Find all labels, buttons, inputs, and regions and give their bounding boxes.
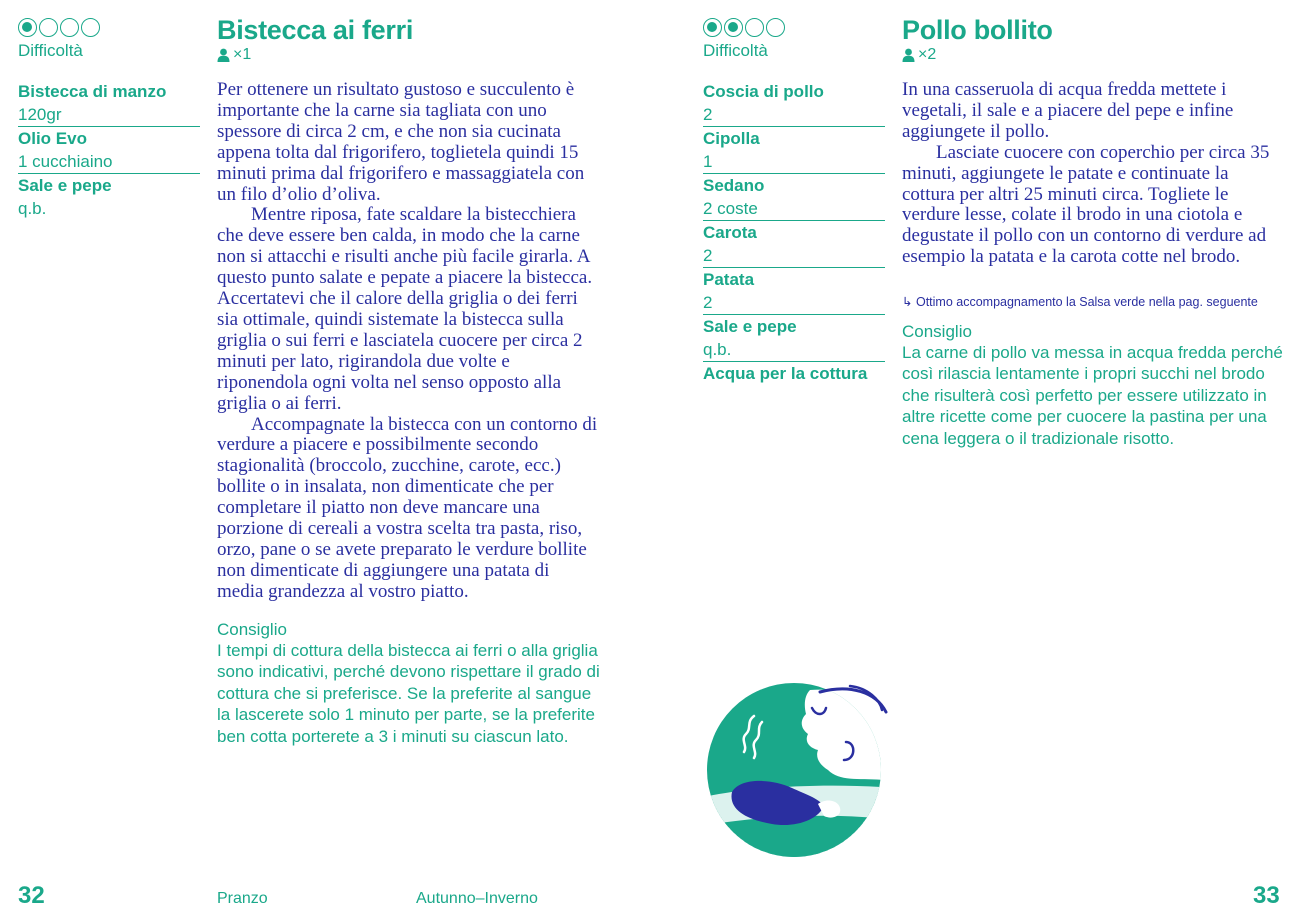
servings (902, 45, 936, 65)
person-icon (902, 48, 915, 62)
recipe-title: Pollo bollito (902, 15, 1053, 45)
difficulty-dot-empty (39, 18, 58, 37)
ingredient-name: Sale e pepe (703, 317, 797, 336)
ingredient-item (703, 80, 885, 127)
footer-section: Pranzo (217, 890, 268, 907)
footer-season: Autunno–Inverno (416, 890, 538, 907)
method-paragraph: Per ottenere un risultato gustoso e succulento è importante che la carne sia tagliata con uno spessore di circa 2 cm, e che non sia cucinata appena tolta dal frigorifero, toglietela quindi 15 minuti prima dal frigorifero e massaggiatela con un filo d’olio d’oliva. (217, 79, 585, 205)
ingredient-quantity: 2 (703, 244, 885, 268)
method-paragraph: Mentre riposa, fate scaldare la bistecchiera che deve essere ben calda, in modo che la carne non si attacchi e risulti anche più facile girarla. A questo punto salate e pepate a piacere la bistecca. Accertatevi che il calore della griglia o dei ferri sia ottimale, quindi sistemate la bistecca sulla griglia o sui ferri e lasciatela cuocere per circa 2 minuti per lato, rigirandola due volte e riponendola ogni volta nel senso opposto alla griglia o ai ferri. (217, 204, 593, 414)
recipe-method (902, 80, 1284, 268)
ingredient-item (18, 80, 200, 127)
ingredient-item (18, 127, 200, 174)
ingredient-item (703, 268, 885, 315)
method-paragraph: Lasciate cuocere con coperchio per circa 35 minuti, aggiungete le patate e continuate la cottura per altri 25 minuti circa. Togliete le verdure lesse, colate il brodo in una ciotola e degustate il pollo con un contorno di verdure ad esempio la patata e la carota cotte nel brodo. (902, 141, 1270, 268)
recipe-title: Bistecca ai ferri (217, 15, 414, 45)
servings-count: ×2 (918, 46, 937, 63)
ingredient-name: Sedano (703, 176, 765, 195)
arrow-icon: ↳ (902, 295, 913, 309)
difficulty-label: Difficoltà (703, 41, 768, 60)
ingredient-item (703, 315, 885, 362)
ingredient-name: Coscia di pollo (703, 82, 824, 101)
ingredients-list (18, 80, 200, 220)
recipe-method (217, 80, 599, 603)
difficulty-dot-empty (766, 18, 785, 37)
tip-text: I tempi di cottura della bistecca ai ferri o alla griglia sono indicativi, perché devono rispettare il grado di cottura che si preferisce. Se la preferite al sangue la lascerete solo 1 minuto per parte, se la preferite ben cotta porterete a 3 i minuti su ciascun lato. (217, 641, 600, 746)
ingredient-quantity: q.b. (703, 338, 885, 362)
tip-title: Consiglio (902, 322, 972, 341)
difficulty-dot-filled (703, 18, 722, 37)
ingredient-quantity: 2 coste (703, 197, 885, 221)
difficulty-dot-filled (724, 18, 743, 37)
ingredient-item (703, 221, 885, 268)
tip-text: La carne di pollo va messa in acqua fredda perché così rilascia lentamente i propri succhi nel brodo che risulterà così perfetto per essere utilizzato in altre ricette come per cuocere la pastina per una cena leggera o il tradizionale risotto. (902, 343, 1283, 448)
difficulty-dot-empty (81, 18, 100, 37)
ingredient-name: Acqua per la cottura (703, 364, 868, 383)
ingredient-quantity: 1 (703, 150, 885, 174)
method-paragraph: Accompagnate la bistecca con un contorno di verdure a piacere e possibilmente secondo stagionalità (broccolo, zucchine, carote, ecc.) bollite o in insalata, non dimenticate che per completare il piatto non deve mancare una porzione di cereali a vostra scelta tra pasta, riso, orzo, pane o se avete preparato le verdure bollite non dimenticate di aggiungere una patata di media grandezza al vostro piatto. (217, 413, 598, 602)
difficulty-indicator (18, 18, 100, 61)
difficulty-dot-empty (745, 18, 764, 37)
ingredient-quantity: 1 cucchiaino (18, 150, 200, 174)
ingredient-quantity: 2 (703, 291, 885, 315)
note-text: Ottimo accompagnamento la Salsa verde nella pag. seguente (915, 295, 1258, 309)
cross-reference-note (902, 294, 1292, 310)
page-number: 32 (18, 882, 45, 909)
difficulty-label: Difficoltà (18, 41, 83, 60)
ingredient-item (703, 127, 885, 174)
ingredient-name: Patata (703, 270, 755, 289)
ingredient-name: Bistecca di manzo (18, 82, 167, 101)
ingredient-name: Cipolla (703, 129, 760, 148)
difficulty-dot-filled (18, 18, 37, 37)
tip-box (902, 321, 1287, 449)
tip-box (217, 619, 602, 747)
ingredient-item (703, 174, 885, 221)
ingredient-quantity: q.b. (18, 199, 47, 218)
difficulty-indicator (703, 18, 785, 61)
ingredient-quantity: 120gr (18, 103, 200, 127)
ingredient-item (703, 362, 885, 385)
method-paragraph: In una casseruola di acqua fredda mettete i vegetali, il sale e a piacere del pepe e infine aggiungete il pollo. (902, 79, 1234, 142)
ingredient-item (18, 174, 200, 220)
person-icon (217, 48, 230, 62)
ingredient-name: Olio Evo (18, 129, 87, 148)
ingredient-name: Sale e pepe (18, 176, 112, 195)
servings-count: ×1 (233, 46, 252, 63)
difficulty-dot-empty (60, 18, 79, 37)
ingredient-name: Carota (703, 223, 757, 242)
ingredient-quantity: 2 (703, 103, 885, 127)
person-smelling-chicken-leg-illustration (700, 670, 895, 865)
servings (217, 45, 251, 65)
tip-title: Consiglio (217, 620, 287, 639)
page-number: 33 (1253, 882, 1280, 909)
ingredients-list (703, 80, 885, 385)
